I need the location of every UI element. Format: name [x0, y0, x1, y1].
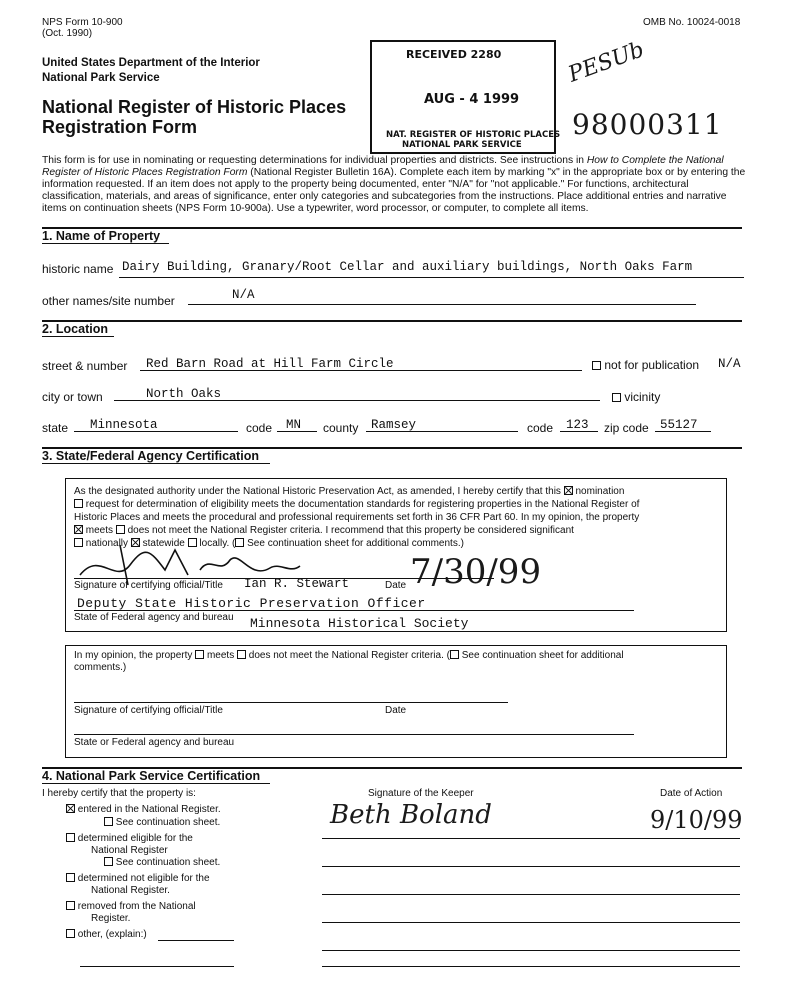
department: United States Department of the Interior [42, 57, 260, 69]
option-not-eligible: determined not eligible for the [66, 873, 210, 885]
signature-date-label: Date [385, 580, 407, 591]
option-entered: entered in the National Register. [66, 804, 221, 816]
option-removed-2: Register. [91, 913, 131, 924]
vicinity-checkbox[interactable] [612, 393, 621, 402]
historic-name-label: historic name [42, 262, 114, 276]
instructions-paragraph: This form is for use in nominating or requesting determinations for individual properties and districts. See instructions in How to Complete the National Register of Historic Places Registration Form (National Register Bulletin 16A). Complete each item by marking "x" in the appropriate box or by entering the information requested. If an item does not apply to the property being documented, enter "N/A" for "not applicable." For functions, architectural classification, materials, and areas of significance, enter only categories and subcategories from the instructions. Place additional entries and narrative items on continuation sheets (NPS Form 10-900a). Use a typewriter, word processor, or computer, to complete all items. [42, 155, 746, 214]
option-eligible-2: National Register [91, 845, 168, 856]
not-for-publication: not for publication [592, 358, 699, 372]
section-4-heading: 4. National Park Service Certification [42, 769, 261, 783]
cert-line-2: request for determination of eligibility meets the documentation standards for registering properties in the National Register of [74, 499, 639, 511]
opinion-does-not-meet-checkbox[interactable] [237, 650, 246, 659]
eligible-checkbox[interactable] [66, 833, 75, 842]
entered-continuation-checkbox[interactable] [104, 817, 113, 826]
stamp-agency-1: NAT. REGISTER OF HISTORIC PLACES [386, 130, 561, 140]
form-title-2: Registration Form [42, 117, 198, 137]
bureau-value: Minnesota Historical Society [250, 616, 469, 631]
historic-name-value[interactable]: Dairy Building, Granary/Root Cellar and auxiliary buildings, North Oaks Farm [122, 260, 693, 274]
zip-label: zip code [604, 421, 649, 435]
determination-request-checkbox[interactable] [74, 499, 83, 508]
opinion-continuation-checkbox[interactable] [450, 650, 459, 659]
county-value[interactable]: Ramsey [371, 418, 417, 432]
other-names-label: other names/site number [42, 294, 175, 308]
action-date-value: 9/10/99 [650, 806, 743, 834]
cert-line-5: nationally statewide locally. ( See continuation sheet for additional comments.) [74, 538, 464, 550]
option-entered-sub: See continuation sheet. [104, 817, 220, 829]
date-of-action-label: Date of Action [660, 788, 723, 799]
keeper-label: Signature of the Keeper [368, 788, 474, 799]
opinion-date-label: Date [385, 705, 407, 716]
signer-name: Ian R. Stewart [244, 577, 350, 591]
county-label: county [323, 421, 359, 435]
section-3-heading: 3. State/Federal Agency Certification [42, 449, 259, 463]
signature-label: Signature of certifying official/Title [74, 580, 223, 591]
not-eligible-checkbox[interactable] [66, 873, 75, 882]
zip-value[interactable]: 55127 [660, 418, 698, 432]
opinion-signature-label: Signature of certifying official/Title [74, 705, 223, 716]
nomination-checkbox[interactable] [564, 486, 573, 495]
nps-cert-intro: I hereby certify that the property is: [42, 788, 196, 799]
opinion-meets-checkbox[interactable] [195, 650, 204, 659]
removed-checkbox[interactable] [66, 901, 75, 910]
not-for-publication-checkbox[interactable] [592, 361, 601, 370]
section-1-heading: 1. Name of Property [42, 229, 161, 243]
county-code-value[interactable]: 123 [566, 418, 589, 432]
city-value[interactable]: North Oaks [146, 387, 222, 401]
cert-line-1: As the designated authority under the National Historic Preservation Act, as amended, I hereby certify that this nomination [74, 486, 625, 497]
form-date: (Oct. 1990) [42, 28, 93, 39]
handwritten-reference: PESUb [565, 37, 648, 88]
omb-number: OMB No. 10024-0018 [643, 17, 741, 28]
other-checkbox[interactable] [66, 929, 75, 938]
form-number: NPS Form 10-900 [42, 17, 123, 28]
stamp-agency-2: NATIONAL PARK SERVICE [402, 140, 522, 150]
cert-line-3: Historic Places and meets the procedural and professional requirements set forth in 36 CFR Part 60. In my opinion, the property [74, 512, 640, 523]
vicinity: vicinity [612, 390, 660, 404]
bureau-label: State of Federal agency and bureau [74, 612, 234, 623]
state-code-value[interactable]: MN [286, 418, 302, 432]
opinion-line-2: comments.) [74, 662, 127, 673]
option-eligible-sub: See continuation sheet. [104, 857, 220, 869]
other-names-value[interactable]: N/A [232, 288, 255, 302]
opinion-bureau-label: State or Federal agency and bureau [74, 737, 235, 748]
cert-line-4: meets does not meet the National Register criteria. I recommend that this property be considered significant [74, 525, 574, 537]
state-value[interactable]: Minnesota [90, 418, 158, 432]
not-for-publication-value: N/A [718, 357, 741, 371]
signature-date-value: 7/30/99 [410, 552, 542, 592]
keeper-signature: Beth Boland [330, 800, 492, 830]
state-code-label: code [246, 421, 273, 435]
service: National Park Service [42, 72, 160, 84]
state-label: state [42, 421, 69, 435]
section-2-heading: 2. Location [42, 322, 108, 336]
handwritten-reference-number: 98000311 [572, 108, 723, 141]
county-code-label: code [527, 421, 554, 435]
form-title-1: National Register of Historic Places [42, 97, 347, 117]
official-title: Deputy State Historic Preservation Officer [77, 596, 426, 611]
option-not-eligible-2: National Register. [91, 885, 170, 896]
city-label: city or town [42, 390, 103, 404]
stamp-received: RECEIVED 2280 [406, 48, 502, 61]
opinion-line-1: In my opinion, the property meets does not meet the National Register criteria. ( See continuation sheet for additional [74, 650, 624, 661]
street-value[interactable]: Red Barn Road at Hill Farm Circle [146, 357, 394, 371]
eligible-continuation-checkbox[interactable] [104, 857, 113, 866]
option-eligible: determined eligible for the [66, 833, 193, 845]
street-label: street & number [42, 359, 128, 373]
option-removed: removed from the National [66, 901, 196, 913]
option-other: other, (explain:) [66, 929, 147, 941]
received-stamp [370, 40, 561, 154]
entered-checkbox[interactable] [66, 804, 75, 813]
stamp-date: AUG - 4 1999 [424, 92, 520, 107]
